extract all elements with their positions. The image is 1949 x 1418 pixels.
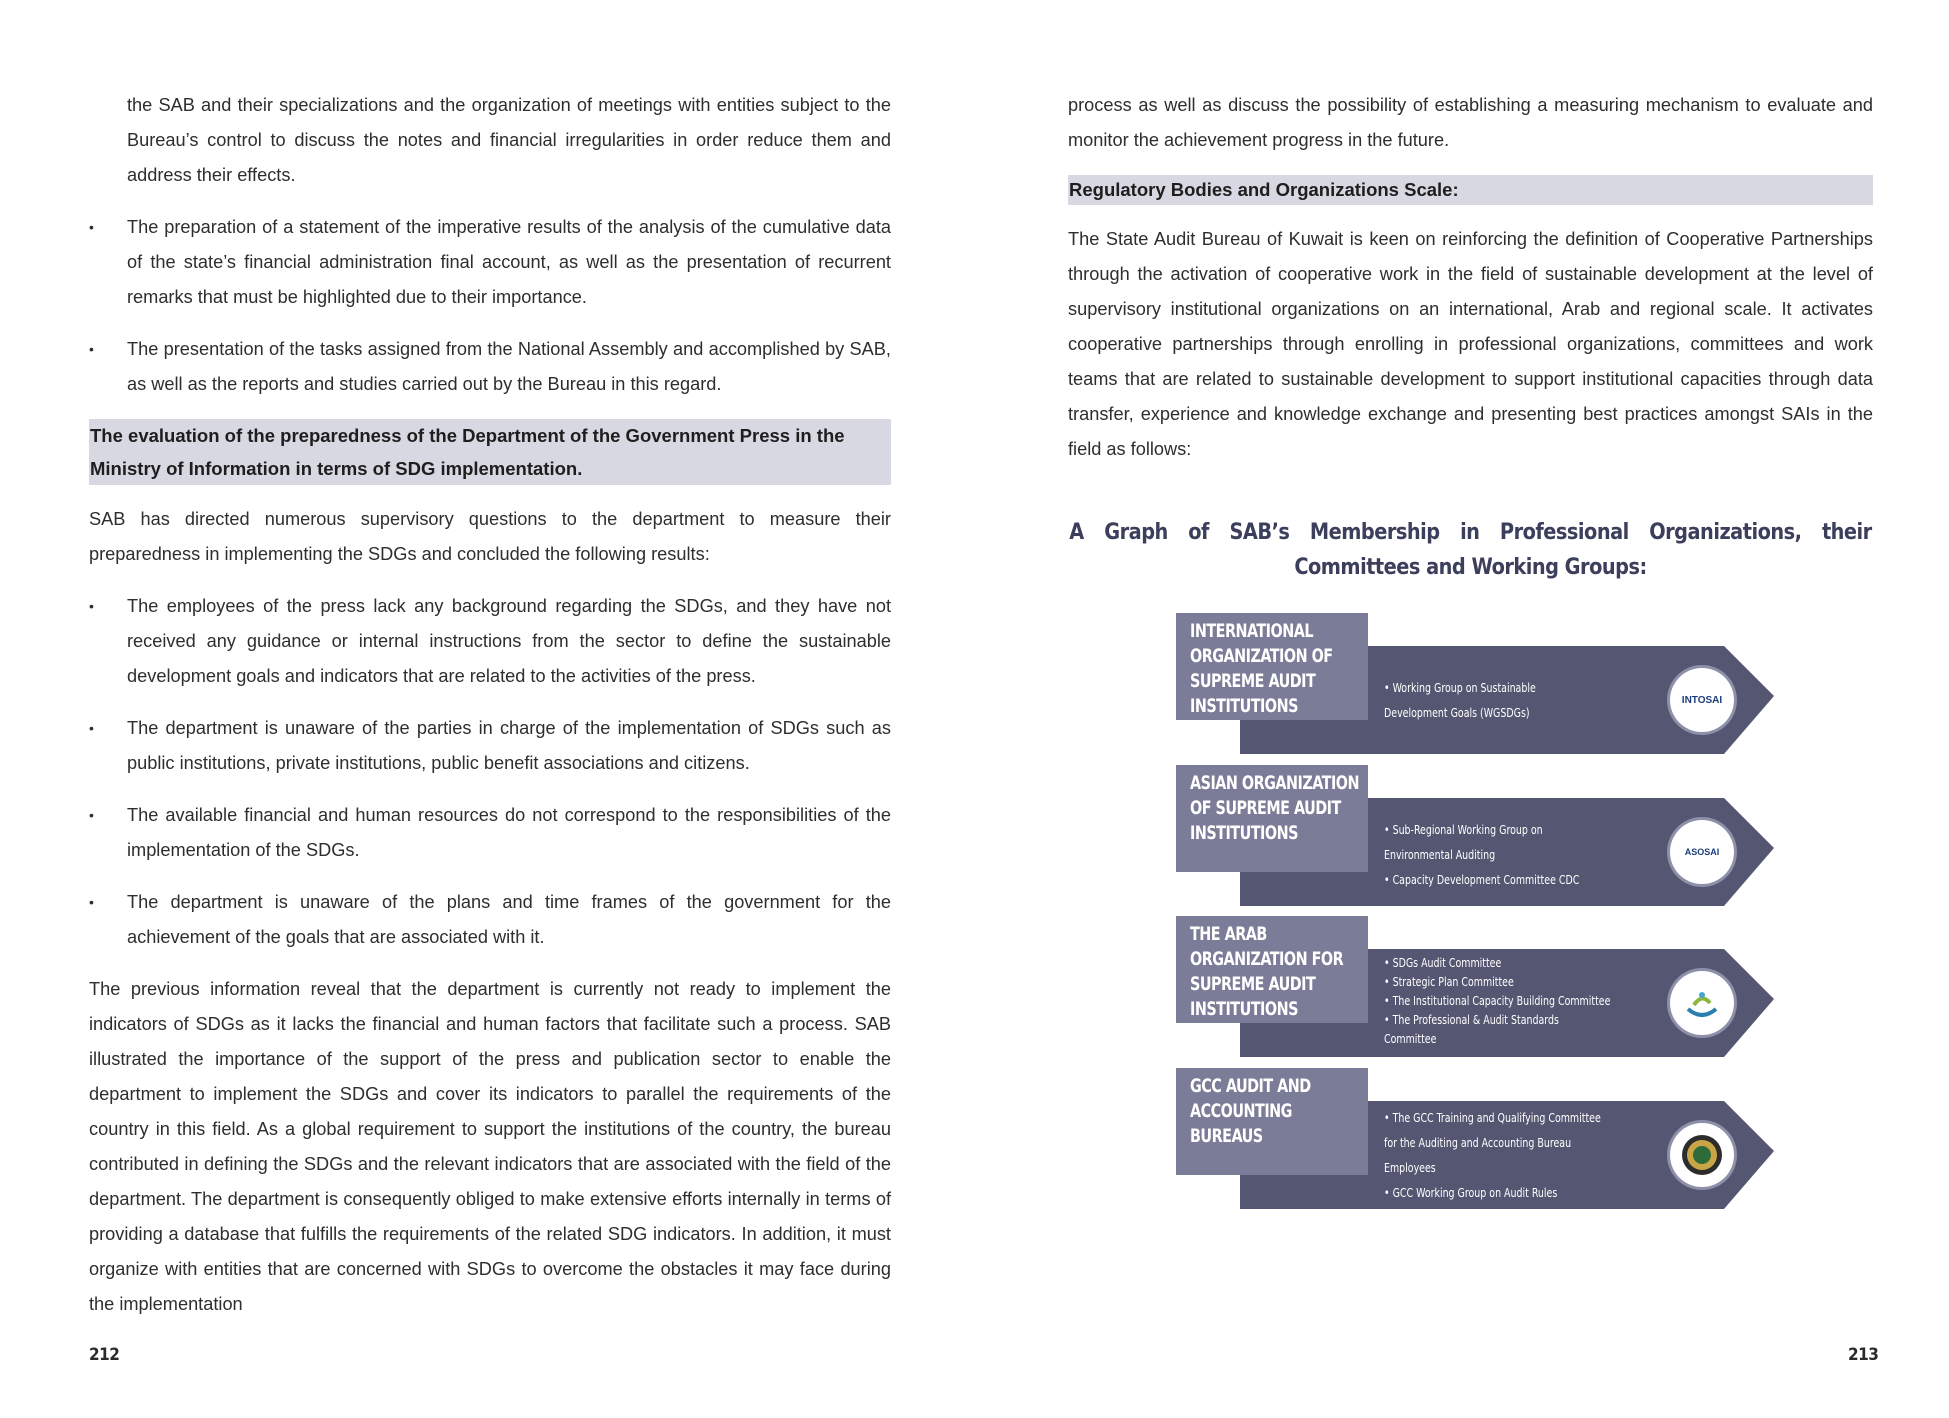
- left-page: [0, 0, 974, 1418]
- bullet-icon: •: [89, 720, 94, 736]
- org-name-tag: GCC AUDIT AND ACCOUNTING BUREAUS: [1176, 1068, 1368, 1175]
- bullet-icon: •: [89, 341, 94, 357]
- section-heading: Regulatory Bodies and Organizations Scale:: [1068, 175, 1873, 205]
- org-committees: • SDGs Audit Committee • Strategic Plan Committee • The Institutional Capacity Building Committee • The Professional & Audit Standards Committee: [1384, 955, 1611, 1046]
- org-name-tag: THE ARAB ORGANIZATION FOR SUPREME AUDIT INSTITUTIONS: [1176, 916, 1368, 1023]
- org-committees: • Sub-Regional Working Group on Environmental Auditing • Capacity Development Committee CDC: [1384, 822, 1580, 887]
- bullet-list-results: [89, 589, 891, 955]
- bullet-icon: •: [89, 894, 94, 910]
- bullet-icon: •: [89, 598, 94, 614]
- org-intosai: [1174, 610, 1774, 762]
- section-heading: The evaluation of the preparedness of the Department of the Government Press in the Ministry of Information in terms of SDG implementation.: [89, 419, 891, 485]
- arabosai-logo-icon: [1670, 971, 1734, 1035]
- list-item: • The available financial and human resources do not correspond to the responsibilities of the implementation of the SDGs.: [89, 798, 891, 868]
- org-gcc: [1174, 1065, 1774, 1217]
- right-page: [975, 0, 1949, 1418]
- page-number: 212: [89, 1345, 120, 1365]
- org-name-tag: ASIAN ORGANIZATION OF SUPREME AUDIT INSTITUTIONS: [1176, 765, 1368, 872]
- right-text-column: [1068, 88, 1873, 585]
- list-item: • The employees of the press lack any background regarding the SDGs, and they have not received any guidance or internal instructions from the sector to define the sustainable development goals and indicators that are related to the activities of the press.: [89, 589, 891, 694]
- bullet-list-top: [89, 210, 891, 402]
- list-item: • The department is unaware of the parties in charge of the implementation of SDGs such as public institutions, private institutions, public benefit associations and citizens.: [89, 711, 891, 781]
- list-item: • The preparation of a statement of the imperative results of the analysis of the cumulative data of the state’s financial administration final account, as well as the presentation of recurrent remarks that must be highlighted due to their importance.: [89, 210, 891, 315]
- org-committees: • Working Group on Sustainable Development Goals (WGSDGs): [1384, 680, 1536, 720]
- org-committees: • The GCC Training and Qualifying Committee for the Auditing and Accounting Bureau Employees • GCC Working Group on Audit Rules: [1384, 1110, 1601, 1200]
- conclusion-paragraph: The previous information reveal that the department is currently not ready to implement the indicators of SDGs as it lacks the financial and human factors that facilitate such a process. SAB illustrated the importance of the support of the press and publication sector to enable the department to implement the SDGs and cover its indicators to parallel the requirements of the country in this field. As a global requirement to support the institutions of the country, the bureau contributed in defining the SDGs and the relevant indicators that are associated with the field of the department. The department is consequently obliged to make extensive efforts internally in terms of providing a database that fulfills the requirements of the related SDG indicators. In addition, it must organize with entities that are concerned with SDGs to overcome the obstacles it may face during the implementation: [89, 979, 891, 1314]
- membership-diagram: [1174, 610, 1774, 1214]
- gcc-emblem-icon: [1670, 1123, 1734, 1187]
- continued-paragraph: process as well as discuss the possibility of establishing a measuring mechanism to evaluate and monitor the achievement progress in the future.: [1068, 95, 1873, 150]
- graph-title: A Graph of SAB’s Membership in Professional Organizations, their Committees and Working Groups:: [1069, 519, 1872, 580]
- body-paragraph: The State Audit Bureau of Kuwait is keen on reinforcing the definition of Cooperative Partnerships through the activation of cooperative work in the field of sustainable development at the level of supervisory institutional organizations on an international, Arab and regional scale. It activates cooperative partnerships through enrolling in professional organizations, committees and work teams that are related to sustainable development to support institutional capacities through data transfer, experience and knowledge exchange and presenting best practices amongst SAIs in the field as follows:: [1068, 229, 1873, 459]
- asosai-logo-icon: ASOSAI: [1670, 820, 1734, 884]
- org-name-tag: INTERNATIONAL ORGANIZATION OF SUPREME AUDIT INSTITUTIONS: [1176, 613, 1368, 720]
- bullet-icon: •: [89, 219, 94, 235]
- bullet-icon: •: [89, 807, 94, 823]
- org-asosai: [1174, 762, 1774, 914]
- intro-paragraph: SAB has directed numerous supervisory questions to the department to measure their preparedness in implementing the SDGs and concluded the following results:: [89, 509, 891, 564]
- page-number: 213: [1848, 1345, 1879, 1365]
- continued-paragraph: the SAB and their specializations and the organization of meetings with entities subject to the Bureau’s control to discuss the notes and financial irregularities in order reduce them and address their effects.: [127, 95, 891, 185]
- list-item: • The presentation of the tasks assigned from the National Assembly and accomplished by SAB, as well as the reports and studies carried out by the Bureau in this regard.: [89, 332, 891, 402]
- intosai-logo-icon: INTOSAI: [1670, 668, 1734, 732]
- org-arabosai: [1174, 913, 1774, 1065]
- left-text-column: [89, 88, 891, 1322]
- list-item: • The department is unaware of the plans and time frames of the government for the achievement of the goals that are associated with it.: [89, 885, 891, 955]
